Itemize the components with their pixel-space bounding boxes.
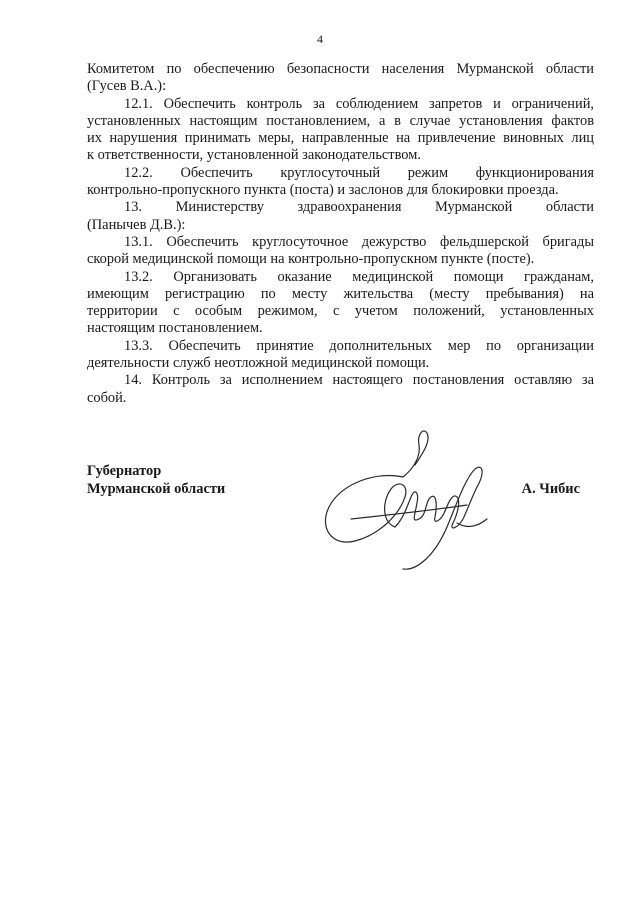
body-line: скорой медицинской помощи на контрольно-пропускном пункте (посте). bbox=[87, 251, 535, 268]
signatory-position bbox=[87, 463, 225, 498]
body-line: 13.2. Организовать оказание медицинской помощи гражданам, bbox=[124, 268, 594, 285]
signature-icon bbox=[307, 423, 497, 573]
body-line: 13.1. Обеспечить круглосуточное дежурство фельдшерской бригады bbox=[124, 233, 594, 250]
body-line: (Гусев В.А.): bbox=[87, 78, 167, 95]
body-line: контрольно-пропускного пункта (поста) и заслонов для блокировки проезда. bbox=[87, 182, 559, 199]
body-line: (Панычев Д.В.): bbox=[87, 216, 186, 233]
body-line: имеющим регистрацию по месту жительства (месту пребывания) на bbox=[87, 285, 594, 302]
signature-block bbox=[87, 463, 594, 603]
body-line: Комитетом по обеспечению безопасности населения Мурманской области bbox=[87, 61, 594, 77]
body-line: собой. bbox=[87, 389, 127, 406]
position-line: Мурманской области bbox=[87, 480, 226, 497]
body-line: к ответственности, установленной законодательством. bbox=[87, 147, 421, 164]
position-line: Губернатор bbox=[87, 463, 162, 479]
body-line: установленных настоящим постановлением, а в случае установления фактов bbox=[87, 112, 594, 129]
body-line: 13. Министерству здравоохранения Мурманской области bbox=[124, 199, 594, 216]
page-number: 4 bbox=[317, 32, 323, 46]
document-body bbox=[87, 61, 594, 407]
body-line: территории с особым режимом, с учетом положений, установленных bbox=[87, 303, 594, 320]
body-line: настоящим постановлением. bbox=[87, 320, 263, 337]
body-line: деятельности служб неотложной медицинской помощи. bbox=[87, 355, 430, 372]
body-line: 14. Контроль за исполнением настоящего постановления оставляю за bbox=[124, 372, 594, 389]
signer-name: А. Чибис bbox=[521, 481, 580, 497]
body-line: 13.3. Обеспечить принятие дополнительных мер по организации bbox=[124, 337, 594, 354]
body-line: 12.2. Обеспечить круглосуточный режим функционирования bbox=[124, 164, 594, 181]
body-line: 12.1. Обеспечить контроль за соблюдением запретов и ограничений, bbox=[124, 95, 594, 112]
body-line: их нарушения принимать меры, направленные на привлечение виновных лиц bbox=[87, 130, 594, 147]
